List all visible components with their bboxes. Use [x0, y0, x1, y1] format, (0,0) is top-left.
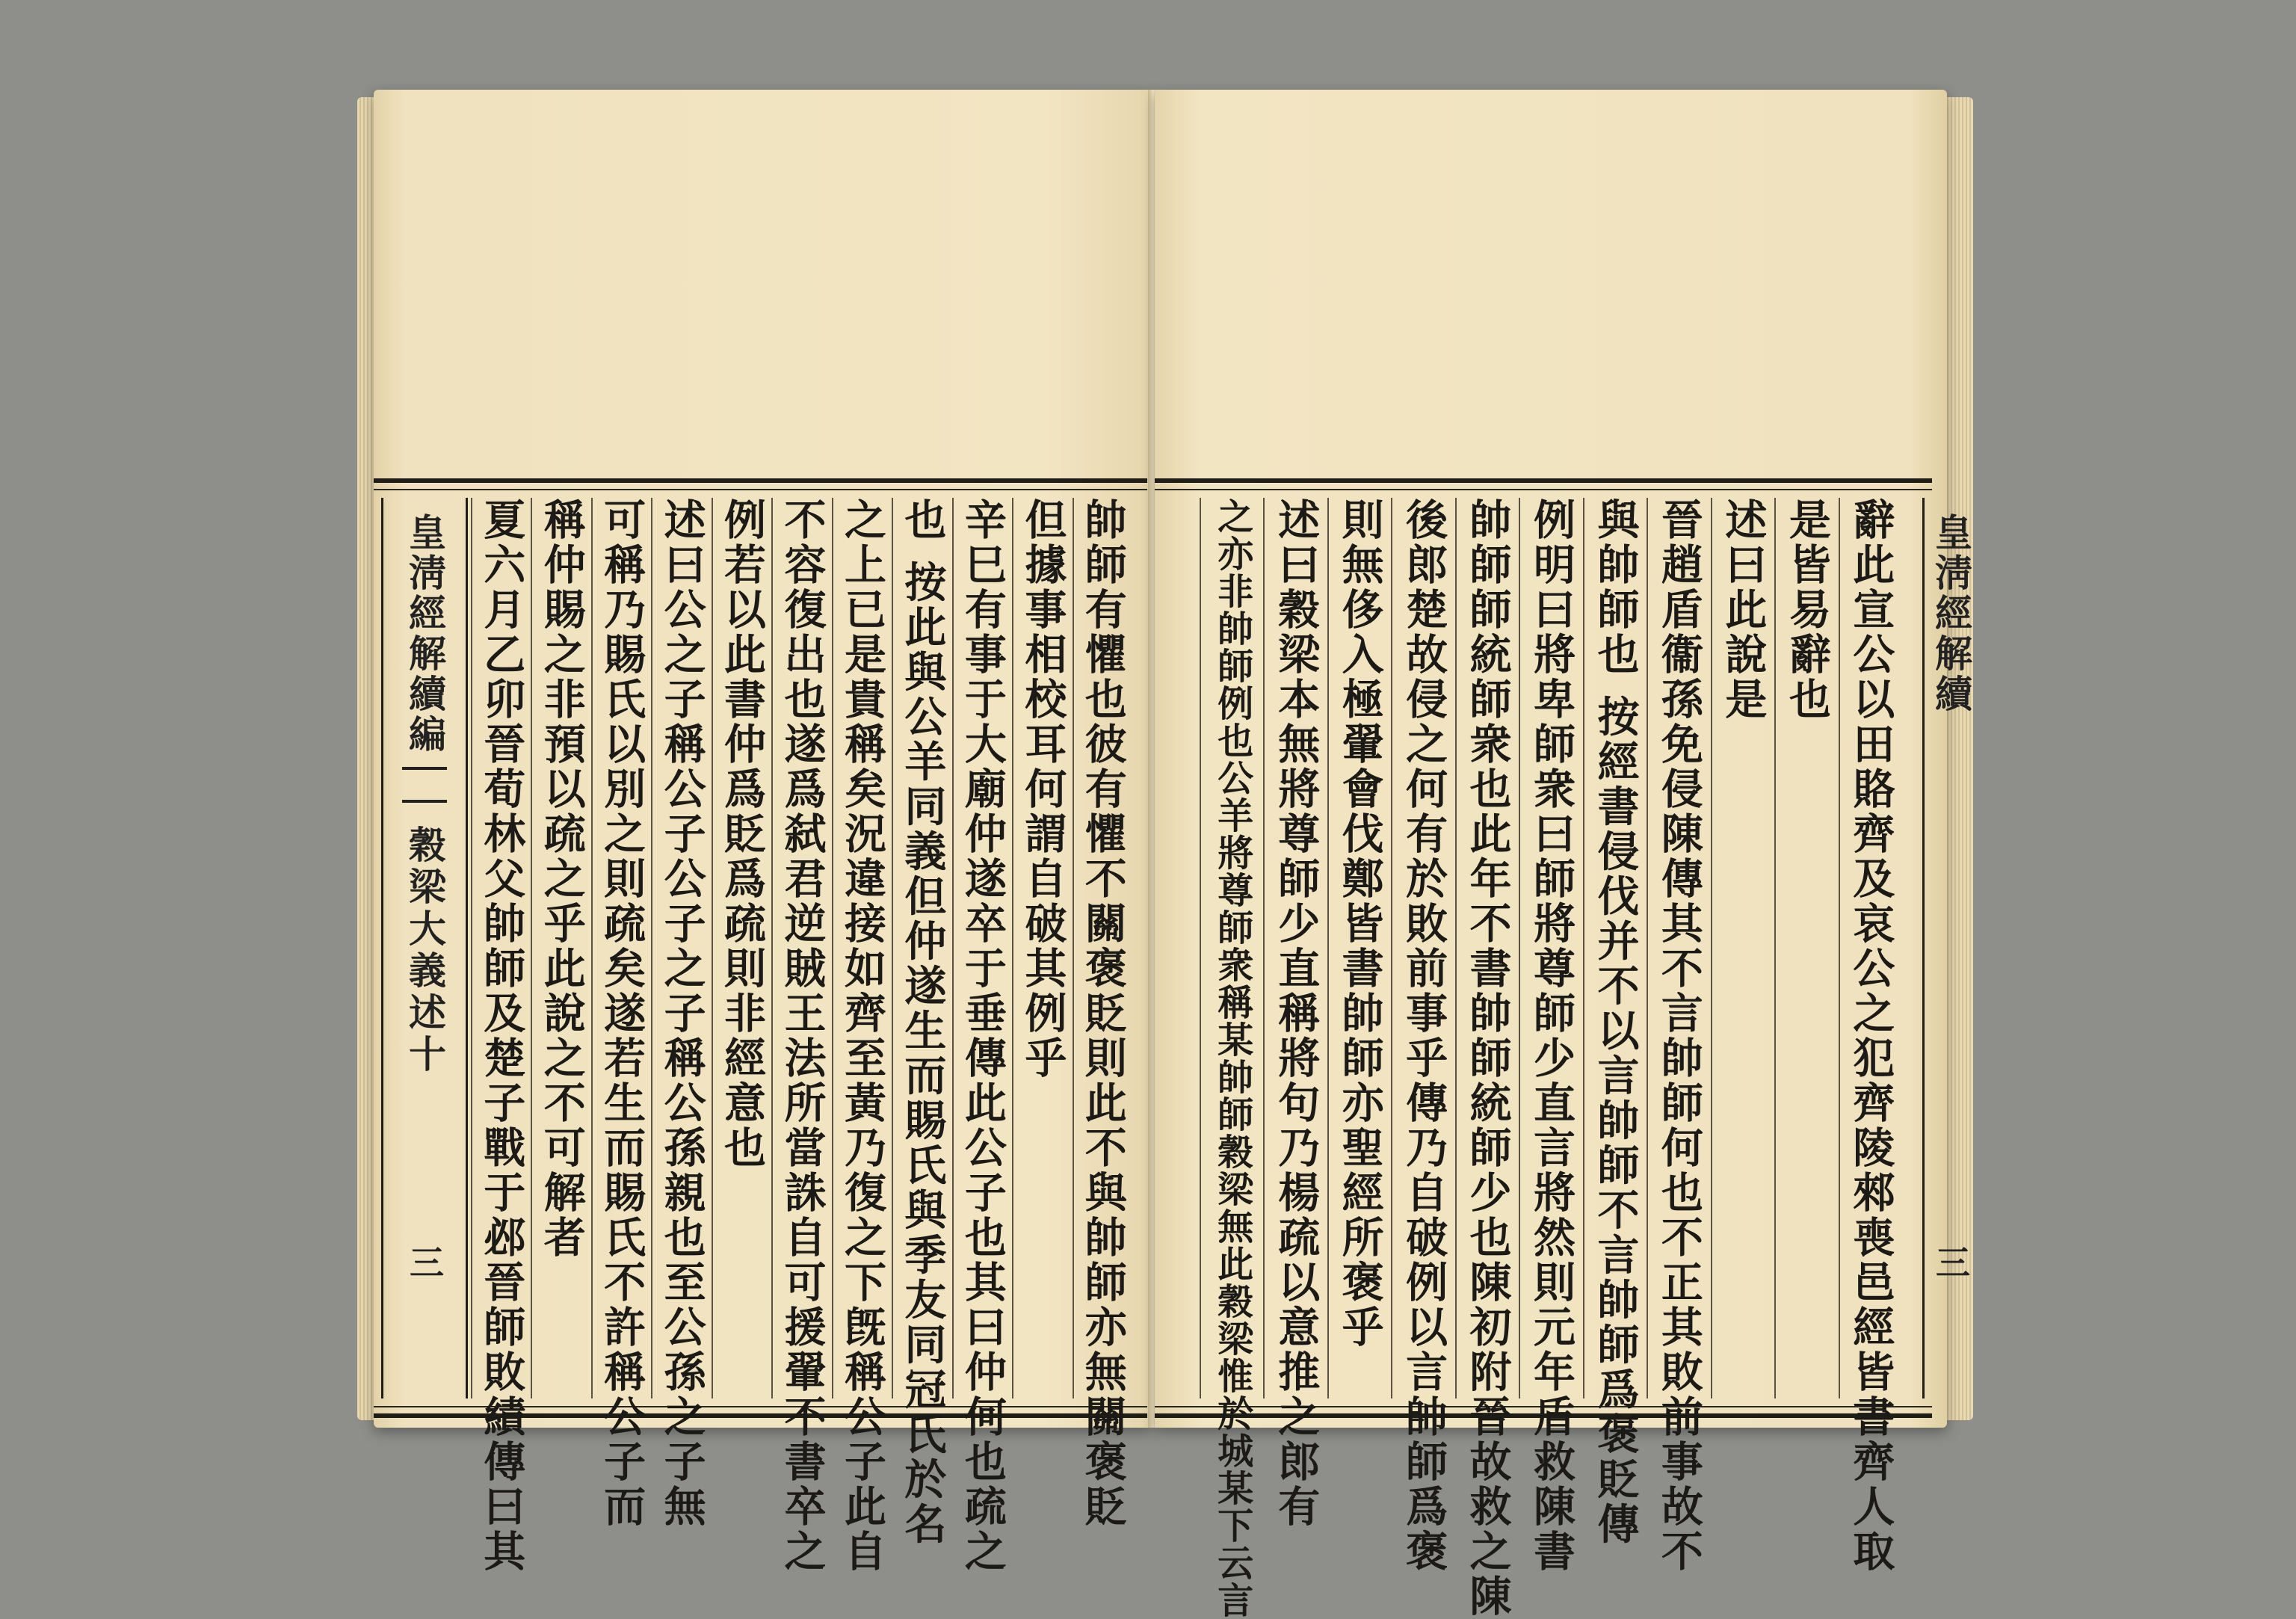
text-column: 帥師師統師衆也此年不書帥師統師少也陳初附晉故救之陳	[1455, 498, 1519, 1398]
text-column: 晉趙盾衞孫免侵陳傳其不言帥師何也不正其敗前事故不	[1647, 498, 1710, 1398]
text-column: 後郎楚故侵之何有於敗前事乎傳乃自破例以言帥師爲褒	[1391, 498, 1454, 1398]
text-column: 辛巳有事于大廟仲遂卒于垂傳此公子也其曰仲何也疏之	[952, 498, 1012, 1398]
text-column: 但據事相校耳何謂自破其例乎	[1012, 498, 1072, 1398]
text-column: 是皆易辭也	[1774, 498, 1838, 1398]
page-number: 三	[404, 1245, 445, 1279]
right-text-columns	[1200, 498, 1902, 1619]
left-text-frame	[374, 478, 1147, 1574]
left-page	[374, 90, 1151, 1574]
text-column: 之亦非帥師例也公羊將尊師衆稱某帥師穀梁無此穀梁惟於城某下云言	[1200, 498, 1263, 1398]
right-page-spine	[1922, 498, 1977, 1398]
text-column: 例若以此書仲爲貶爲疏則非經意也	[712, 498, 771, 1398]
book-title-right: 皇淸經解續	[1929, 513, 1973, 715]
open-book	[374, 90, 1973, 1619]
text-column: 則無侈入極翬會伐鄭皆書帥師亦聖經所褒乎	[1327, 498, 1391, 1398]
text-column: 不容復出也遂爲弑君逆賊王法所當誅自可援翬不書卒之	[771, 498, 831, 1398]
page-number-right: 三	[1931, 1245, 1971, 1279]
left-text-columns	[471, 498, 1132, 1574]
chapter-title: 穀梁大義述十	[403, 825, 447, 1076]
text-column: 例明曰將卑師衆曰師將尊師少直言將然則元年盾救陳書	[1519, 498, 1582, 1398]
text-column: 也 按此與公羊同義但仲遂生而賜氏與季友同冠氏於名	[892, 498, 951, 1398]
text-column: 述曰此說是	[1711, 498, 1774, 1398]
left-page-spine	[381, 498, 468, 1398]
text-column: 述曰穀梁本無將尊師少直稱將句乃楊疏以意推之郎有	[1263, 498, 1327, 1398]
text-column: 辭此宣公以田賂齊及哀公之犯齊陵郲喪邑經皆書齊人取	[1839, 498, 1902, 1398]
text-column: 夏六月乙卯晉荀林父帥師及楚子戰于邲晉師敗績傳曰其	[471, 498, 531, 1398]
fishtail-mark	[402, 767, 447, 803]
book-title: 皇淸經解續編	[403, 513, 447, 755]
right-text-frame	[1155, 478, 1973, 1619]
text-column: 與帥師也 按經書侵伐并不以言帥師不言帥師爲褒貶傳	[1583, 498, 1647, 1398]
text-column: 可稱乃賜氏以別之則疏矣遂若生而賜氏不許稱公子而	[591, 498, 651, 1398]
text-column: 述曰公之子稱公子公子之子稱公孫親也至公孫之子無	[651, 498, 711, 1398]
text-column: 帥師有懼也彼有懼不關褒貶則此不與帥師亦無關褒貶	[1073, 498, 1132, 1398]
text-column: 稱仲賜之非預以疏之乎此說之不可解者	[531, 498, 590, 1398]
text-column: 之上已是貴稱矣況違接如齊至黃乃復之下旣稱公子此自	[832, 498, 892, 1398]
